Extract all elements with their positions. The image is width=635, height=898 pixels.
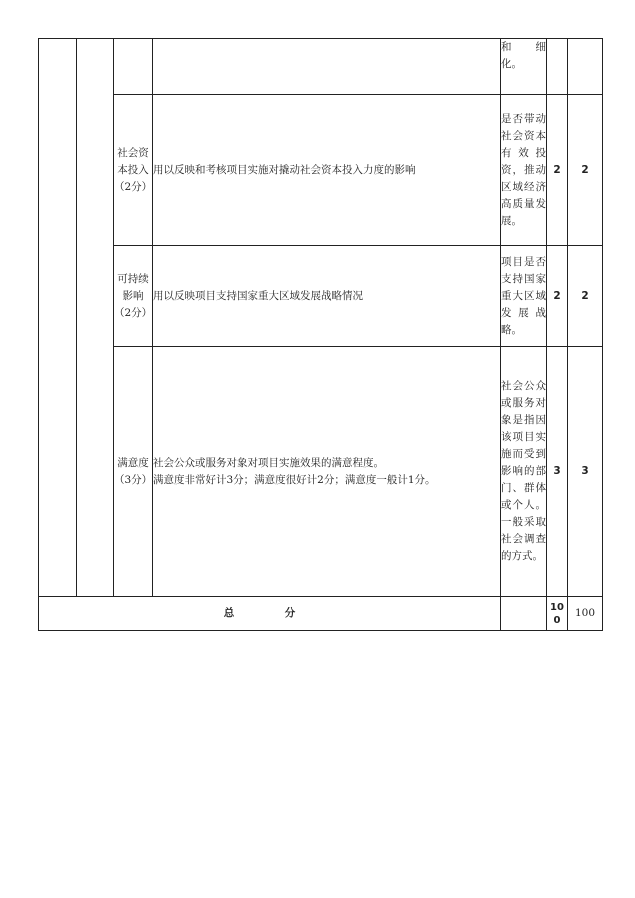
scoring-criteria: 和 细化。: [501, 39, 547, 95]
table-row: [39, 347, 603, 597]
scoring-criteria: 项目是否支持国家重大区域发展战略。: [501, 246, 547, 347]
description-line: 用以反映和考核项目实施对撬动社会资本投入力度的影响: [153, 163, 416, 176]
description-line: 社会公众或服务对象对项目实施效果的满意程度。: [153, 456, 384, 469]
index-description: [153, 95, 501, 246]
index-label: 社会资本投入（2分）: [114, 95, 153, 246]
awarded-score: 2: [568, 95, 603, 246]
description-line: 用以反映项目支持国家重大区域发展战略情况: [153, 289, 363, 302]
standard-score: 2: [547, 246, 568, 347]
table-row: [39, 246, 603, 347]
standard-score: 3: [547, 347, 568, 597]
scoring-criteria: 是否带动社会资本有效投资，推动区域经济高质量发展。: [501, 95, 547, 246]
index-description: [153, 347, 501, 597]
description-line: 满意度非常好计3分；满意度很好计2分；满意度一般计1分。: [153, 473, 436, 486]
index-label: [114, 39, 153, 95]
awarded-score: 2: [568, 246, 603, 347]
total-awarded-score: 100: [568, 597, 603, 631]
total-row: [39, 597, 603, 631]
level1-index-cell: [39, 39, 77, 597]
level2-index-cell: [77, 39, 114, 597]
table-row: [39, 95, 603, 246]
standard-score: 2: [547, 95, 568, 246]
index-label: 可持续影响（2分）: [114, 246, 153, 347]
table-row: [39, 39, 603, 95]
index-label: 满意度（3分）: [114, 347, 153, 597]
total-standard-score: 100: [547, 597, 568, 631]
awarded-score: 3: [568, 347, 603, 597]
awarded-score: [568, 39, 603, 95]
total-criteria-cell: [501, 597, 547, 631]
total-label: 总 分: [39, 597, 501, 631]
standard-score: [547, 39, 568, 95]
evaluation-table: [38, 38, 603, 631]
scoring-criteria: 社会公众或服务对象是指因该项目实施而受到影响的部门、群体或个人。一般采取社会调查的方式。: [501, 347, 547, 597]
index-description: [153, 39, 501, 95]
index-description: [153, 246, 501, 347]
